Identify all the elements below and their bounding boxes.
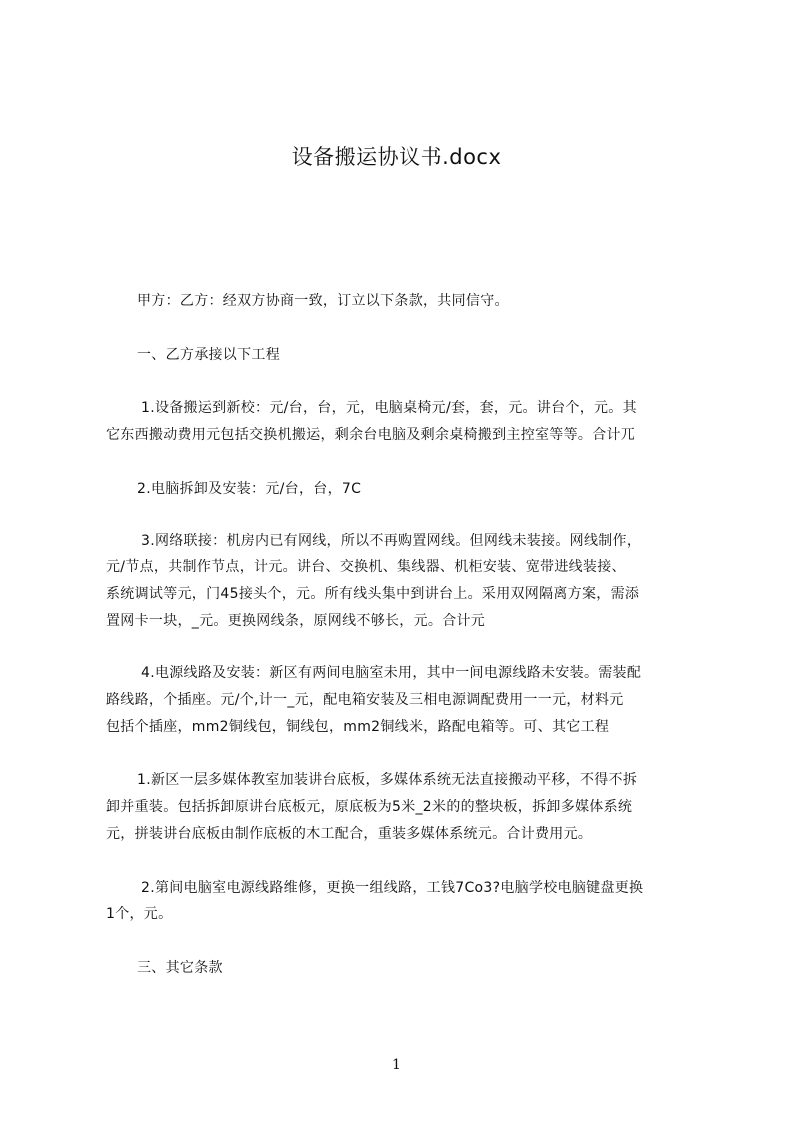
paragraph-line: 路线路，个插座。元/个,计一_元，配电箱安装及三相电源调配费用一一元，材料元 <box>106 692 624 708</box>
paragraph-line: 卸并重装。包括拆卸原讲台底板元，原底板为5米_2米的的整块板，拆卸多媒体系统 <box>106 799 633 815</box>
paragraph-line: 置网卡一块，_元。更换网线条，原网线不够长，元。合计元 <box>106 613 486 629</box>
document-title: 设备搬运协议书.docx <box>291 145 502 169</box>
paragraph-line: 系统调试等元，门45接头个，元。所有线头集中到讲台上。采用双网隔离方案，需添 <box>106 586 640 602</box>
intro-text: 甲方：乙方：经双方协商一致，订立以下条款，共同信守。 <box>137 293 509 309</box>
section-heading: 一、乙方承接以下工程 <box>137 347 280 363</box>
paragraph-line: 2.第间电脑室电源线路维修，更换一组线路，工钱7Co3?电脑学校电脑键盘更换 <box>141 880 644 896</box>
paragraph-line: 元，拼装讲台底板由制作底板的木工配合，重装多媒体系统元。合计费用元。 <box>106 826 593 842</box>
page-number: 1 <box>392 1057 401 1073</box>
section-heading: 三、其它条款 <box>137 960 223 976</box>
paragraph-line: 3.网络联接：机房内已有网线，所以不再购置网线。但网线未装接。网线制作， <box>141 533 642 549</box>
paragraph-line: 元/节点，共制作节点，计元。讲台、交换机、集线器、机柜安装、宽带进线装接、 <box>106 559 626 575</box>
paragraph-line: 2.电脑拆卸及安装：元/台，台，7C <box>137 481 362 497</box>
paragraph-line: 4.电源线路及安装：新区有两间电脑室未用，其中一间电源线路未安装。需装配 <box>141 665 642 681</box>
paragraph-line: 1.设备搬运到新校：元/台，台，元，电脑桌椅元/套，套，元。讲台个，元。其 <box>141 400 637 416</box>
paragraph-line: 包括个插座，mm2铜线包，铜线包，mm2铜线米，路配电箱等。可、其它工程 <box>106 719 610 735</box>
paragraph-line: 1个，元。 <box>106 906 173 922</box>
paragraph-line: 1.新区一层多媒体教室加装讲台底板，多媒体系统无法直接搬动平移，不得不拆 <box>137 772 638 788</box>
paragraph-line: 它东西搬动费用元包括交换机搬运，剩余台电脑及剩余桌椅搬到主控室等等。合计兀 <box>106 427 636 443</box>
